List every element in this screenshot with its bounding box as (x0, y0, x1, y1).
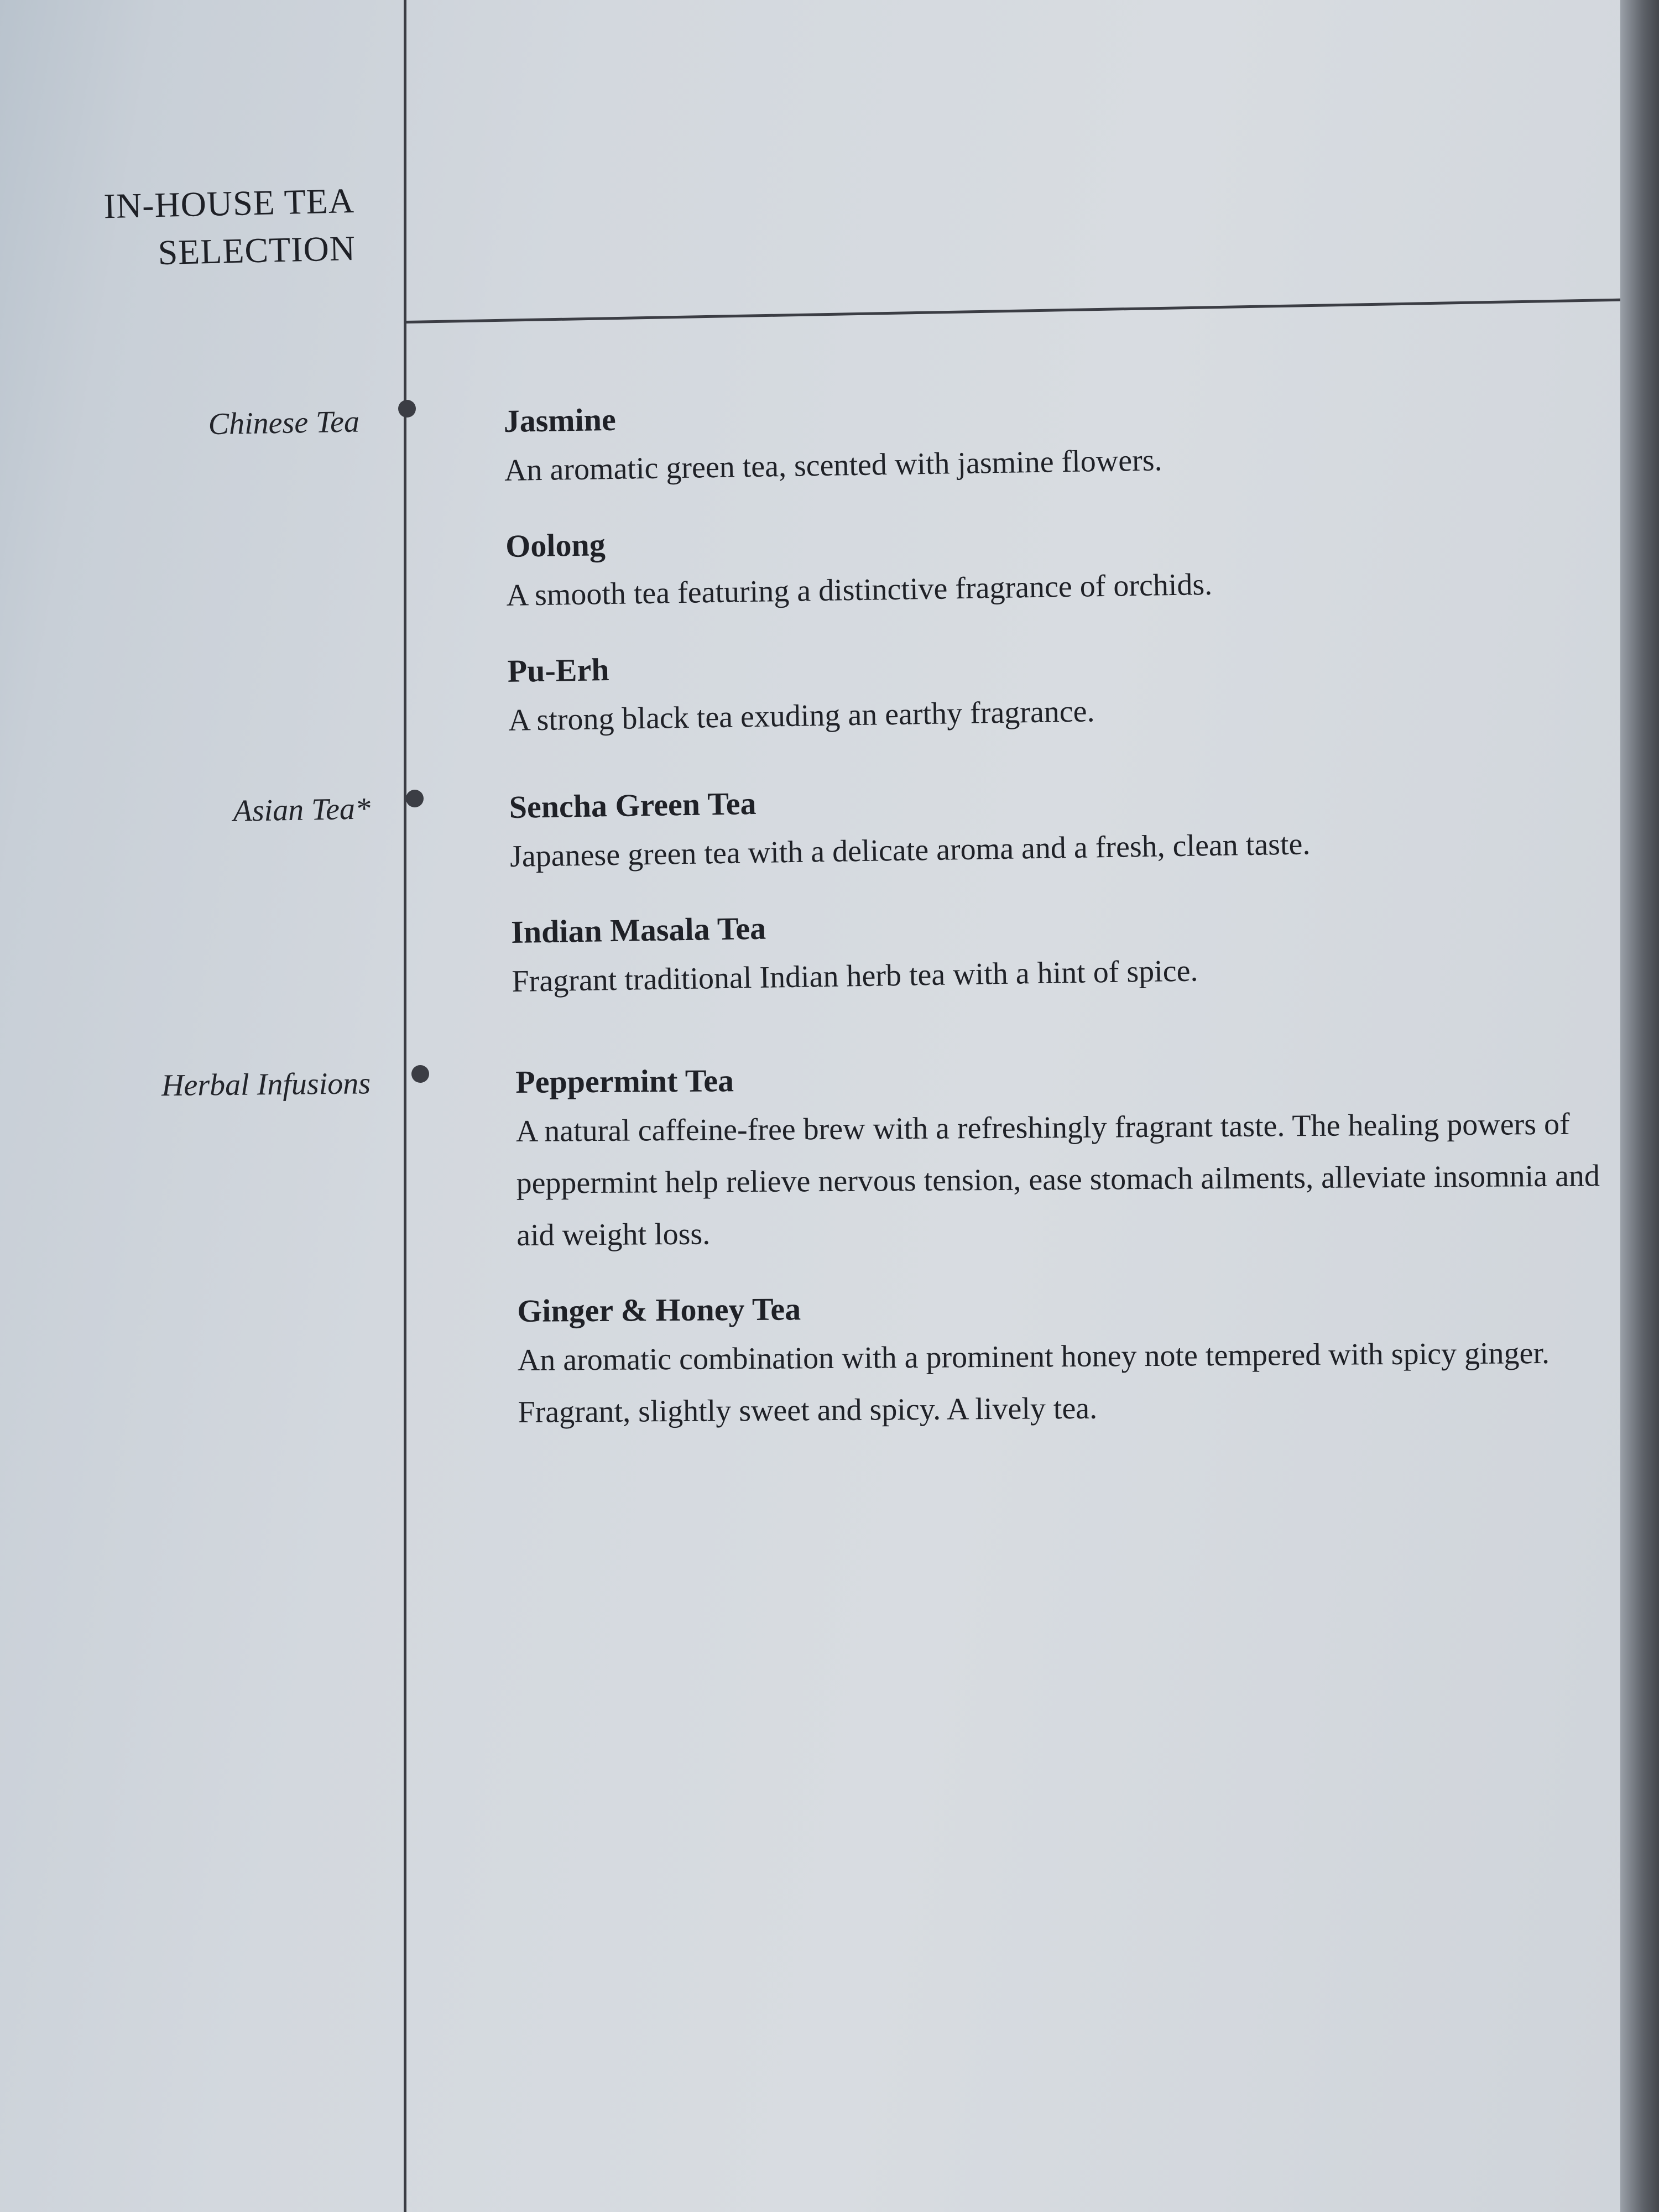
title-line-1: IN-HOUSE TEA (103, 180, 355, 226)
item-name: Ginger & Honey Tea (517, 1291, 801, 1329)
item-description: Fragrant traditional Indian herb tea with a hint of spice. (512, 953, 1198, 999)
section-herbal-infusions (515, 1051, 1602, 1465)
horizontal-divider (405, 299, 1622, 324)
item-name: Peppermint Tea (515, 1062, 734, 1100)
item-description: An aromatic combination with a prominent honey note tempered with spicy ginger. Fragrant, slightly sweet and spicy. A lively tea. (517, 1335, 1550, 1430)
item-name: Indian Masala Tea (510, 910, 766, 950)
menu-item-pu-erh (507, 631, 1604, 747)
timeline-dot-chinese-tea (398, 400, 416, 418)
item-description: Japanese green tea with a delicate aroma and a fresh, clean taste. (509, 827, 1311, 874)
menu-item-peppermint-tea (515, 1051, 1601, 1261)
timeline-dot-asian-tea (406, 790, 424, 807)
item-name: Jasmine (503, 401, 617, 439)
menu-item-oolong (505, 506, 1602, 622)
item-description: A natural caffeine-free brew with a refreshingly fragrant taste. The healing powers of peppermint help relieve nervous tension, ease stomach ailments, alleviate insomnia and aid weight loss. (515, 1107, 1600, 1253)
item-description: A strong black tea exuding an earthy fragrance. (508, 694, 1095, 738)
item-name: Oolong (505, 526, 606, 564)
timeline-dot-herbal-infusions (411, 1065, 429, 1083)
item-name: Pu-Erh (507, 651, 609, 689)
page-edge-shadow (1620, 0, 1659, 2212)
category-chinese-tea: Chinese Tea (208, 404, 360, 442)
menu-item-indian-masala-tea (511, 892, 1608, 1008)
title-line-2: SELECTION (157, 228, 356, 273)
page-title (83, 177, 356, 278)
item-description: An aromatic green tea, scented with jasmine flowers. (504, 443, 1162, 488)
category-herbal-infusions: Herbal Infusions (161, 1066, 371, 1103)
item-description: A smooth tea featuring a distinctive fragrance of orchids. (506, 567, 1213, 613)
section-chinese-tea (503, 381, 1604, 773)
menu-item-ginger-honey-tea (517, 1280, 1602, 1438)
item-name: Sencha Green Tea (509, 785, 757, 825)
menu-item-jasmine (503, 381, 1600, 497)
vertical-divider (404, 0, 406, 2212)
category-asian-tea: Asian Tea* (233, 791, 371, 828)
section-asian-tea (509, 767, 1608, 1034)
menu-item-sencha-green-tea (509, 767, 1605, 883)
